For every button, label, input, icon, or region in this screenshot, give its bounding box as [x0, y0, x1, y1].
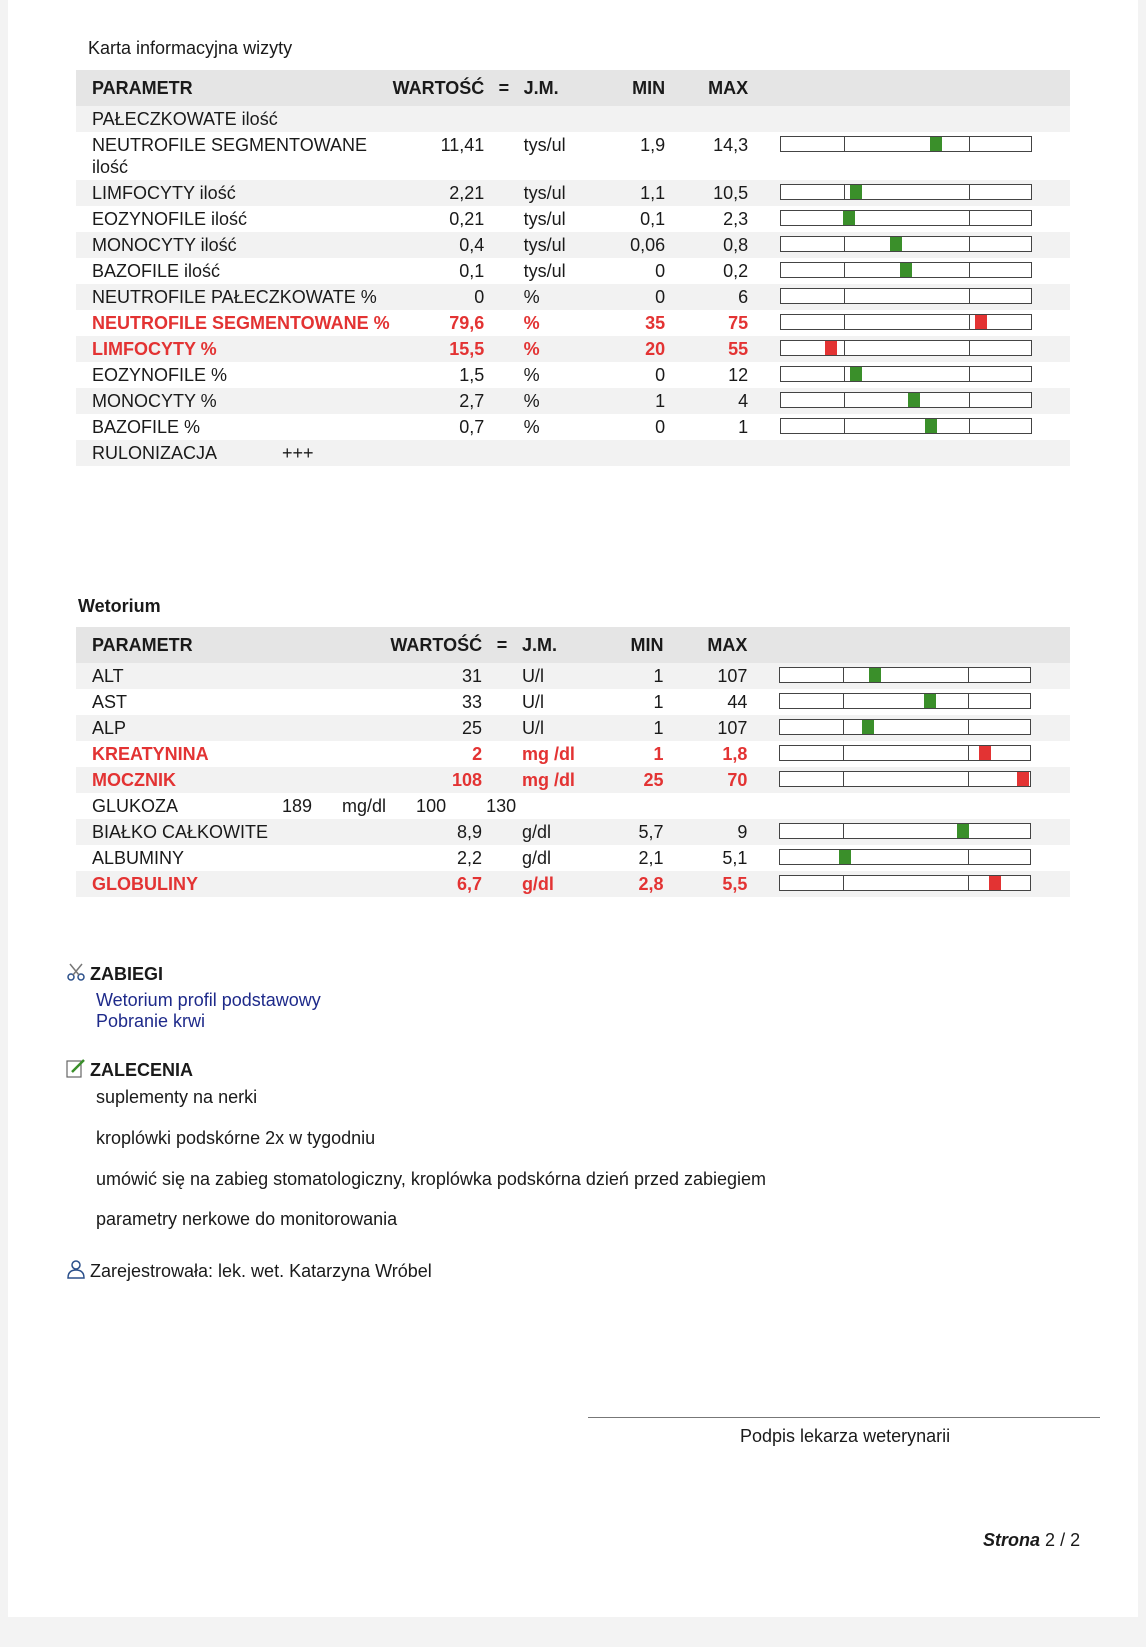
range-divider	[844, 237, 845, 251]
range-divider	[844, 341, 845, 355]
param-name: GLOBULINY	[76, 871, 390, 897]
param-value: 15,5	[393, 336, 485, 362]
param-unit: tys/ul	[524, 180, 600, 206]
param-min: 1,9	[640, 135, 666, 155]
param-max: 10,5	[665, 180, 748, 206]
procedures-heading	[66, 962, 163, 985]
in-range-marker	[900, 263, 912, 277]
table-row	[76, 767, 1070, 793]
range-cell	[747, 767, 1070, 793]
table-row	[76, 132, 1070, 180]
range-cell	[748, 388, 1070, 414]
param-max: 14,3	[713, 135, 749, 155]
table-row	[76, 845, 1070, 871]
range-divider	[843, 876, 844, 890]
recommendation-item: suplementy na nerki	[96, 1087, 258, 1107]
in-range-marker	[839, 850, 851, 864]
page-number	[983, 1530, 1080, 1551]
table-row	[76, 871, 1070, 897]
range-cell	[747, 819, 1070, 845]
out-of-range-marker	[825, 341, 837, 355]
range-divider	[844, 393, 845, 407]
in-range-marker	[862, 720, 874, 734]
in-range-marker	[843, 211, 855, 225]
param-min: 0	[600, 284, 665, 310]
param-name	[76, 793, 1070, 819]
user-icon	[66, 1259, 86, 1279]
range-divider	[843, 694, 844, 708]
param-max: 44	[727, 692, 748, 712]
param-min: 1	[600, 388, 665, 414]
param-min	[600, 106, 665, 132]
param-eq	[482, 767, 522, 793]
param-min: 5,7	[598, 819, 663, 845]
in-range-marker	[850, 185, 862, 199]
param-name: EOZYNOFILE %	[92, 365, 228, 385]
header-min: MIN	[598, 627, 663, 663]
param-name: ALP	[76, 715, 390, 741]
range-bar	[779, 745, 1031, 761]
range-divider	[969, 263, 970, 277]
range-bar	[780, 184, 1032, 200]
range-bar	[780, 366, 1032, 382]
table-row	[76, 258, 1070, 284]
param-min: 25	[598, 767, 663, 793]
header-value: WARTOŚĆ	[393, 70, 485, 106]
table-row	[76, 106, 1070, 132]
header-min: MIN	[600, 70, 665, 106]
param-max: 2,3	[723, 209, 749, 229]
header-param: PARAMETR	[76, 627, 390, 663]
range-cell	[748, 258, 1070, 284]
range-divider	[844, 137, 845, 151]
param-value: 2	[472, 744, 483, 764]
header-eq: =	[482, 627, 522, 663]
param-min: 0	[655, 261, 666, 281]
param-value: 108	[390, 767, 482, 793]
param-max	[665, 106, 748, 132]
param-unit: %	[523, 313, 540, 333]
range-bar	[780, 288, 1032, 304]
param-unit: tys/ul	[523, 261, 566, 281]
table-row	[76, 336, 1070, 362]
table-row	[76, 440, 1070, 466]
range-bar	[779, 719, 1031, 735]
in-range-marker	[850, 367, 862, 381]
param-min: 0,1	[640, 209, 666, 229]
range-divider	[844, 263, 845, 277]
range-divider	[968, 668, 969, 682]
param-value: 11,41	[440, 135, 485, 155]
param-name: AST	[92, 692, 128, 712]
range-divider	[844, 315, 845, 329]
param-eq	[484, 132, 523, 180]
param-name: KREATYNINA	[92, 744, 209, 764]
param-name-text: RULONIZACJA	[92, 443, 218, 463]
range-cell	[748, 180, 1070, 206]
table-row	[76, 741, 1070, 767]
param-min: 1	[598, 663, 663, 689]
table-row	[76, 180, 1070, 206]
header-eq: =	[484, 70, 523, 106]
param-name: BAZOFILE %	[92, 417, 201, 437]
param-min: 35	[645, 313, 666, 333]
table-row	[76, 689, 1070, 715]
range-bar	[780, 236, 1032, 252]
param-max: 75	[728, 313, 749, 333]
param-min: 0	[655, 365, 666, 385]
table-row	[76, 284, 1070, 310]
document-title: Karta informacyjna wizyty	[88, 38, 293, 58]
param-eq	[484, 106, 523, 132]
table-row	[76, 663, 1070, 689]
param-min: 1	[598, 715, 663, 741]
range-cell	[748, 132, 1070, 180]
param-eq	[482, 715, 522, 741]
range-cell	[748, 206, 1070, 232]
range-divider	[969, 185, 970, 199]
procedures-title: ZABIEGI	[90, 964, 164, 984]
param-name: EOZYNOFILE ilość	[92, 209, 248, 229]
procedure-item[interactable]: Pobranie krwi	[96, 1011, 206, 1031]
page-label: Strona	[983, 1530, 1041, 1550]
param-unit: g/dl	[521, 848, 551, 868]
param-name	[76, 440, 1070, 466]
in-range-marker	[924, 694, 936, 708]
range-cell	[747, 871, 1070, 897]
param-unit	[524, 106, 600, 132]
range-divider	[969, 393, 970, 407]
param-value: 79,6	[449, 313, 485, 333]
range-bar	[779, 823, 1031, 839]
range-bar	[779, 693, 1031, 709]
param-eq	[484, 258, 523, 284]
param-name: MOCZNIK	[76, 767, 390, 793]
param-unit: tys/ul	[523, 135, 566, 155]
param-unit: U/l	[522, 663, 598, 689]
header-range	[747, 627, 1070, 663]
param-max: 1	[738, 417, 749, 437]
param-eq	[484, 310, 523, 336]
param-min: 2,8	[598, 871, 663, 897]
recommendations-heading	[66, 1058, 193, 1081]
range-cell	[748, 310, 1070, 336]
param-eq	[482, 663, 522, 689]
range-divider	[969, 211, 970, 225]
param-inline-value: 189 mg/dl 100 130	[282, 796, 517, 816]
biochemistry-table	[76, 627, 1070, 897]
range-divider	[844, 185, 845, 199]
param-unit: U/l	[521, 692, 544, 712]
param-eq	[482, 689, 522, 715]
param-eq	[482, 845, 522, 871]
range-divider	[843, 746, 844, 760]
param-name: ALBUMINY	[92, 848, 185, 868]
range-cell	[748, 106, 1070, 132]
param-eq	[484, 414, 523, 440]
out-of-range-marker	[975, 315, 987, 329]
out-of-range-marker	[989, 876, 1001, 890]
param-unit: %	[523, 417, 540, 437]
edit-note-icon	[66, 1058, 86, 1078]
range-bar	[779, 875, 1031, 891]
param-max: 107	[664, 715, 748, 741]
range-bar	[780, 210, 1032, 226]
param-unit: mg /dl	[521, 744, 575, 764]
table-row	[76, 793, 1070, 819]
report-page	[8, 0, 1138, 1617]
range-divider	[968, 746, 969, 760]
param-eq	[484, 206, 523, 232]
param-value: 0,21	[449, 209, 485, 229]
table-header-row	[76, 627, 1070, 663]
out-of-range-marker	[1017, 772, 1029, 786]
signature-label: Podpis lekarza weterynarii	[740, 1426, 951, 1446]
range-cell	[748, 362, 1070, 388]
registered-by	[66, 1259, 432, 1282]
in-range-marker	[890, 237, 902, 251]
param-value: 0,7	[459, 417, 485, 437]
param-value: 2,21	[393, 180, 485, 206]
param-name: NEUTROFILE SEGMENTOWANE %	[92, 313, 390, 333]
param-unit: tys/ul	[523, 209, 566, 229]
param-eq	[482, 819, 522, 845]
range-cell	[747, 741, 1070, 767]
recommendation-item: parametry nerkowe do monitorowania	[96, 1209, 398, 1229]
param-min: 1,1	[600, 180, 665, 206]
table-row	[76, 310, 1070, 336]
range-divider	[968, 772, 969, 786]
range-bar	[779, 667, 1031, 683]
range-divider	[843, 824, 844, 838]
param-min: 0,06	[600, 232, 665, 258]
param-name: BIAŁKO CAŁKOWITE	[76, 819, 390, 845]
param-name: PAŁECZKOWATE ilość	[76, 106, 393, 132]
param-max: 1,8	[722, 744, 748, 764]
param-value: 0,4	[393, 232, 485, 258]
range-cell	[747, 845, 1070, 871]
range-bar	[780, 392, 1032, 408]
param-min: 20	[600, 336, 665, 362]
param-eq	[484, 388, 523, 414]
param-max: 9	[664, 819, 748, 845]
recommendation-item: kroplówki podskórne 2x w tygodniu	[96, 1128, 376, 1148]
range-divider	[843, 720, 844, 734]
header-max: MAX	[664, 627, 748, 663]
param-name: MONOCYTY %	[76, 388, 393, 414]
table-row	[76, 232, 1070, 258]
scissors-icon	[66, 962, 86, 982]
param-eq	[482, 871, 522, 897]
range-divider	[843, 668, 844, 682]
param-max: 0,2	[723, 261, 749, 281]
table-row	[76, 362, 1070, 388]
table-row	[76, 206, 1070, 232]
param-unit: %	[524, 336, 600, 362]
header-value: WARTOŚĆ	[390, 627, 482, 663]
range-cell	[748, 414, 1070, 440]
range-divider	[969, 367, 970, 381]
param-name: BAZOFILE ilość	[92, 261, 221, 281]
range-divider	[844, 419, 845, 433]
param-unit: U/l	[522, 715, 598, 741]
table-row	[76, 414, 1070, 440]
param-name: LIMFOCYTY ilość	[76, 180, 393, 206]
param-unit: %	[523, 365, 540, 385]
range-cell	[748, 284, 1070, 310]
range-divider	[969, 237, 970, 251]
header-unit: J.M.	[524, 70, 600, 106]
param-value: 6,7	[390, 871, 482, 897]
in-range-marker	[957, 824, 969, 838]
signature-line	[588, 1417, 1100, 1418]
range-divider	[968, 720, 969, 734]
param-value: 2,7	[393, 388, 485, 414]
range-cell	[747, 663, 1070, 689]
param-max: 107	[664, 663, 748, 689]
param-value: 25	[390, 715, 482, 741]
range-divider	[844, 289, 845, 303]
param-unit: g/dl	[522, 819, 598, 845]
param-eq	[484, 336, 523, 362]
param-unit: mg /dl	[522, 767, 598, 793]
range-divider	[969, 137, 970, 151]
param-max: 6	[665, 284, 748, 310]
range-cell	[748, 336, 1070, 362]
registered-text: Zarejestrowała: lek. wet. Katarzyna Wróbel	[90, 1261, 432, 1281]
param-value: 0,1	[459, 261, 485, 281]
param-value: 8,9	[390, 819, 482, 845]
recommendations-title: ZALECENIA	[90, 1060, 193, 1080]
param-value	[393, 106, 485, 132]
in-range-marker	[908, 393, 920, 407]
range-cell	[747, 689, 1070, 715]
page-current: 2	[1045, 1530, 1056, 1550]
param-name: NEUTROFILE SEGMENTOWANE ilość	[92, 135, 368, 177]
param-name-text: GLUKOZA	[92, 796, 179, 816]
range-bar	[780, 262, 1032, 278]
range-divider	[969, 419, 970, 433]
header-unit: J.M.	[522, 627, 598, 663]
param-unit: %	[524, 388, 600, 414]
range-divider	[843, 772, 844, 786]
range-bar	[779, 849, 1031, 865]
procedure-item[interactable]: Wetorium profil podstawowy	[96, 990, 321, 1010]
table-row	[76, 388, 1070, 414]
param-unit: g/dl	[522, 871, 598, 897]
range-divider	[968, 694, 969, 708]
param-eq	[484, 180, 523, 206]
range-bar	[780, 418, 1032, 434]
param-max: 5,5	[664, 871, 748, 897]
param-name: NEUTROFILE PAŁECZKOWATE %	[76, 284, 393, 310]
range-divider	[844, 367, 845, 381]
table-header-row	[76, 70, 1070, 106]
range-divider	[969, 341, 970, 355]
range-cell	[747, 715, 1070, 741]
range-divider	[969, 289, 970, 303]
range-bar	[779, 771, 1031, 787]
range-divider	[968, 876, 969, 890]
param-min: 1	[653, 744, 664, 764]
range-divider	[968, 850, 969, 864]
param-value: 33	[462, 692, 483, 712]
param-min: 0	[655, 417, 666, 437]
table-row	[76, 819, 1070, 845]
param-name: MONOCYTY ilość	[76, 232, 393, 258]
param-eq	[484, 284, 523, 310]
param-max: 55	[665, 336, 748, 362]
range-bar	[780, 136, 1032, 152]
header-param: PARAMETR	[76, 70, 393, 106]
param-min: 1	[653, 692, 664, 712]
blood-count-table	[76, 70, 1070, 466]
range-bar	[780, 340, 1032, 356]
param-eq	[482, 741, 522, 767]
param-unit: tys/ul	[524, 232, 600, 258]
table-row	[76, 715, 1070, 741]
param-value: 0	[393, 284, 485, 310]
param-max: 70	[664, 767, 748, 793]
param-eq	[484, 362, 523, 388]
recommendation-item: umówić się na zabieg stomatologiczny, kroplówka podskórna dzień przed zabiegiem	[96, 1169, 767, 1189]
section-title-wetorium: Wetorium	[78, 596, 161, 616]
param-value: 1,5	[459, 365, 485, 385]
page-total: / 2	[1060, 1530, 1081, 1550]
in-range-marker	[925, 419, 937, 433]
header-range	[748, 70, 1070, 106]
param-max: 4	[665, 388, 748, 414]
in-range-marker	[869, 668, 881, 682]
param-max: 5,1	[722, 848, 748, 868]
out-of-range-marker	[979, 746, 991, 760]
range-cell	[748, 232, 1070, 258]
param-min: 2,1	[638, 848, 664, 868]
range-bar	[780, 314, 1032, 330]
param-unit: %	[524, 284, 600, 310]
in-range-marker	[930, 137, 942, 151]
param-eq	[484, 232, 523, 258]
param-name: LIMFOCYTY %	[76, 336, 393, 362]
param-max: 12	[728, 365, 749, 385]
header-max: MAX	[665, 70, 748, 106]
param-max: 0,8	[665, 232, 748, 258]
range-divider	[969, 315, 970, 329]
param-name: ALT	[76, 663, 390, 689]
param-value: 2,2	[457, 848, 483, 868]
param-inline-value: +++	[282, 443, 314, 463]
param-value: 31	[390, 663, 482, 689]
